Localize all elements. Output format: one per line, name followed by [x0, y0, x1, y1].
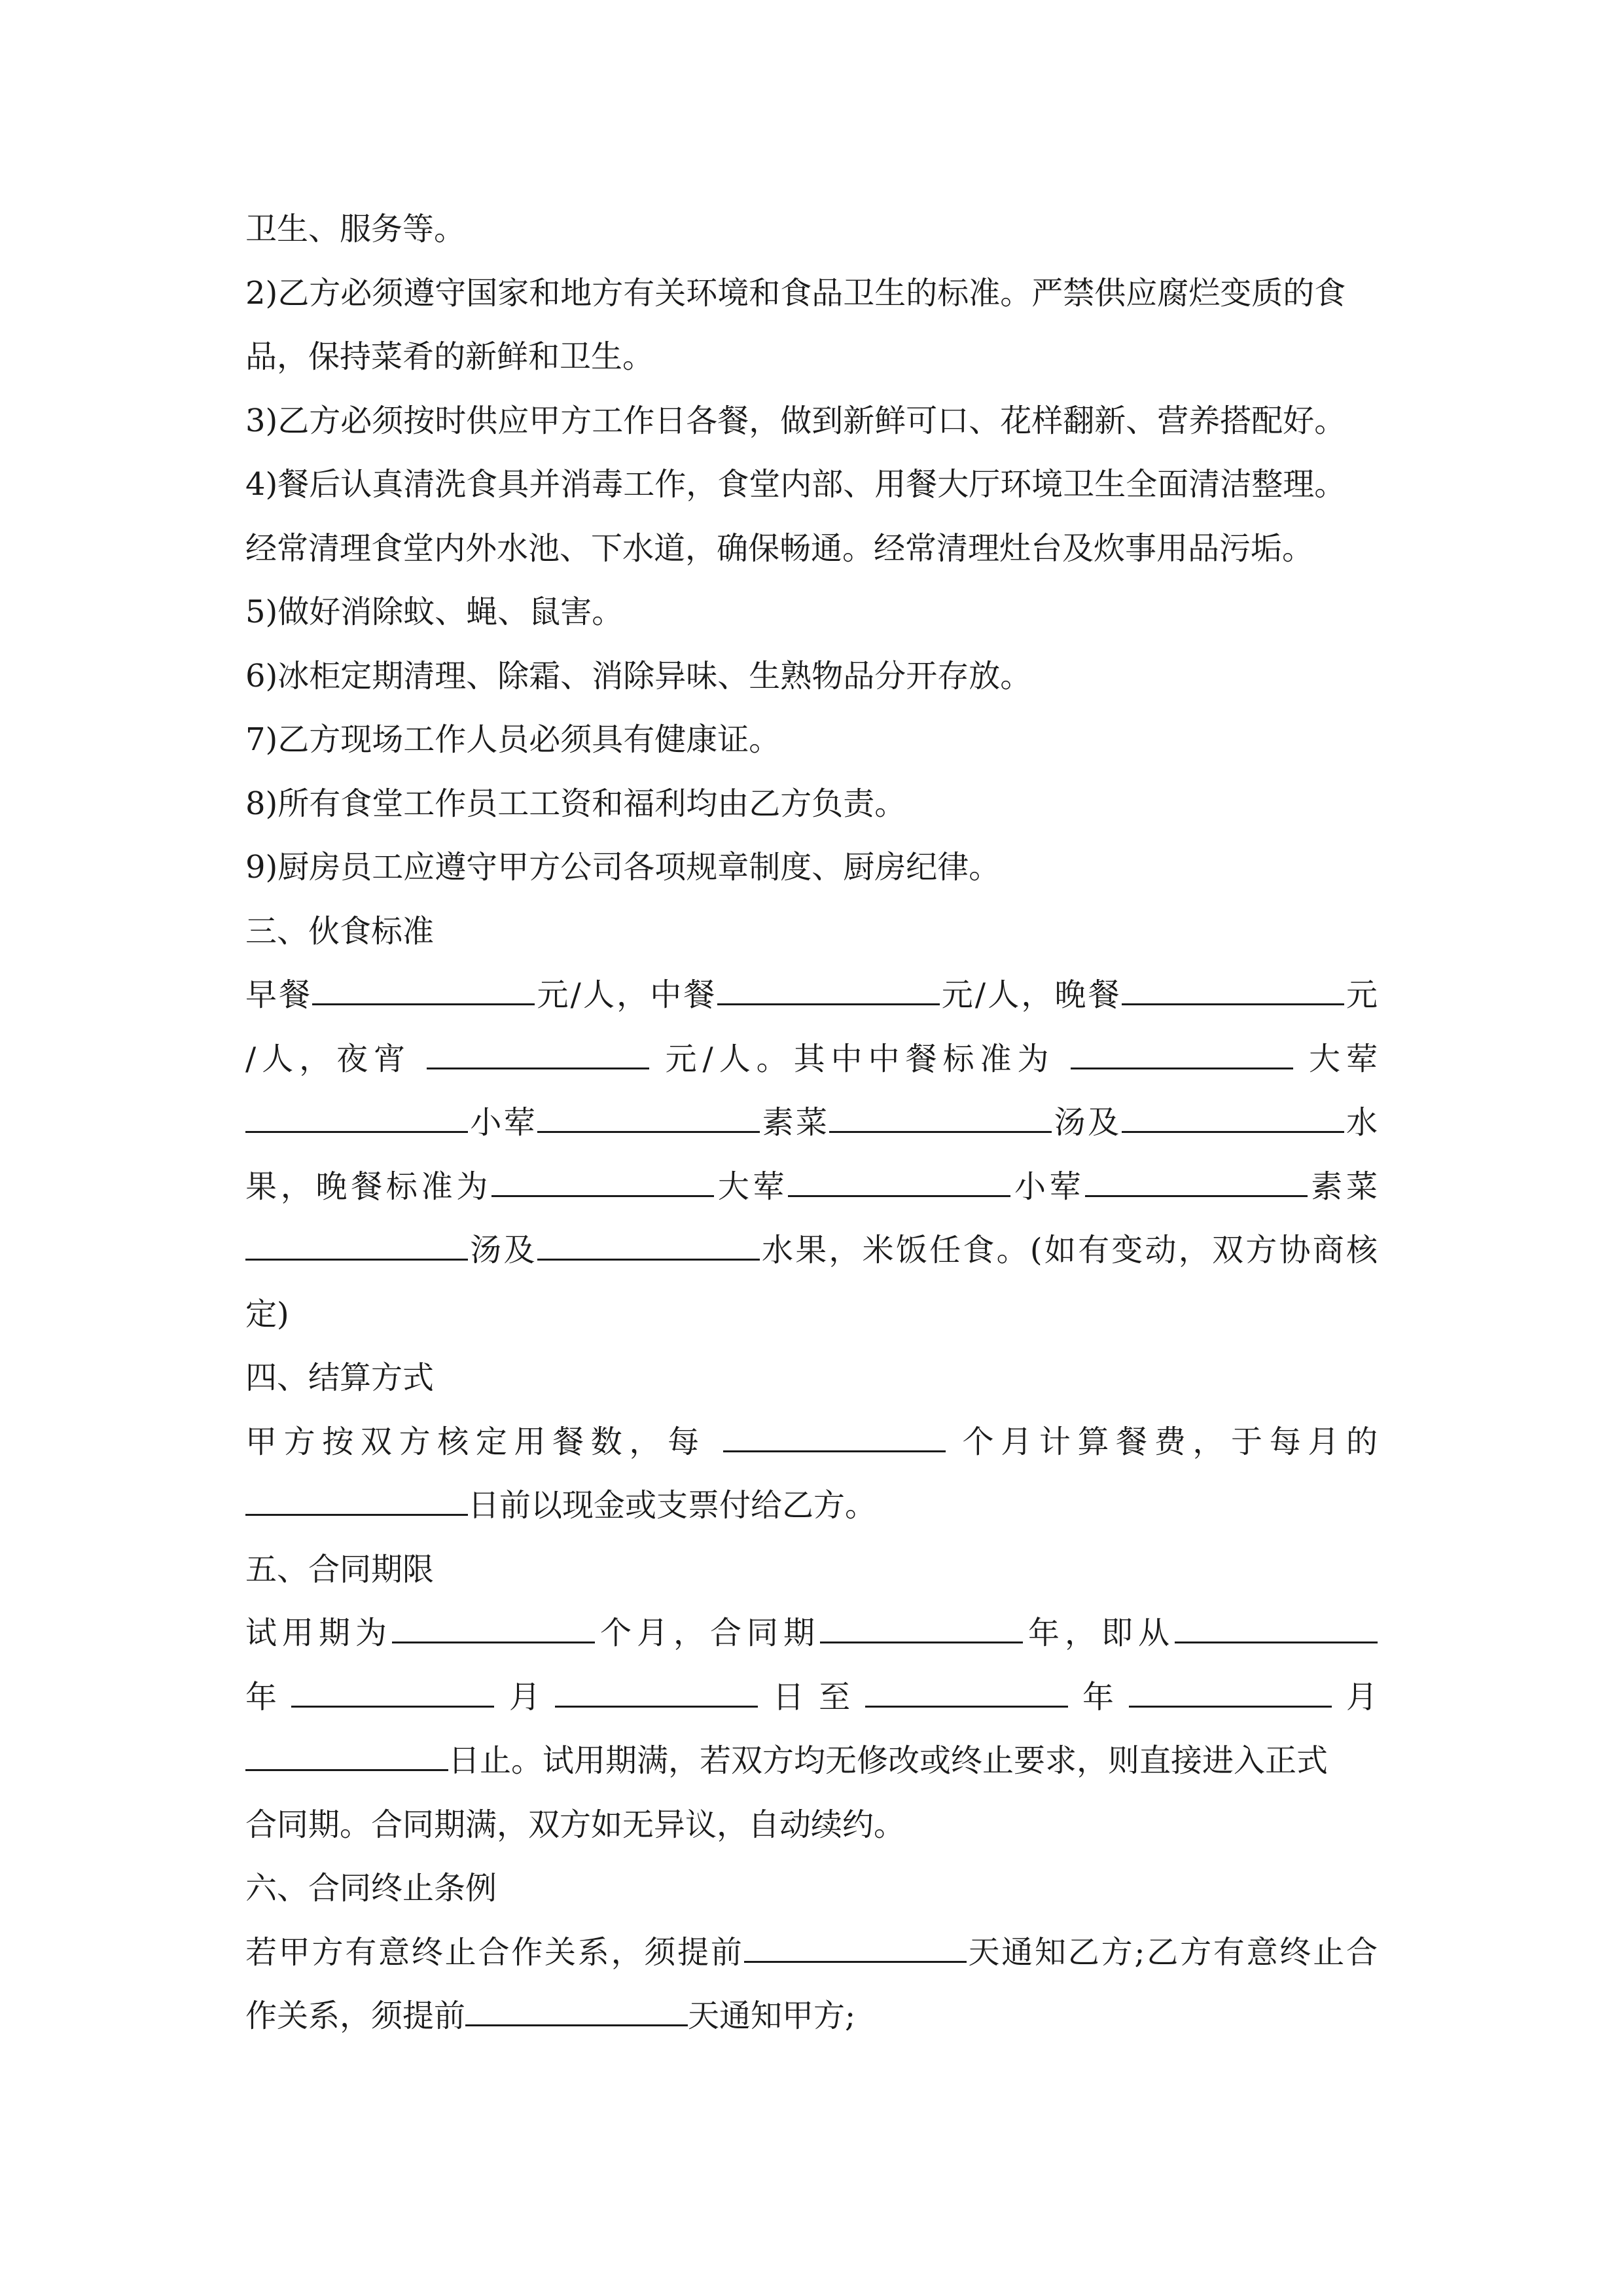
paragraph-line: 经常清理食堂内外水池、下水道，确保畅通。经常清理灶台及炊事用品污垢。 — [245, 529, 1314, 567]
blank-field[interactable] — [245, 1477, 468, 1516]
blank-field[interactable] — [788, 1158, 1010, 1197]
blank-field[interactable] — [392, 1605, 595, 1643]
label-small-meat: 小荤 — [468, 1104, 538, 1141]
blank-field[interactable] — [1071, 1031, 1293, 1069]
meal-price-line — [245, 963, 1378, 1028]
label-payment: 日前以现金或支票付给乙方。 — [468, 1487, 877, 1524]
blank-field[interactable] — [537, 1094, 760, 1133]
label-fruit-rice: 水果，米饭任食。(如有变动，双方协商核 — [759, 1232, 1378, 1268]
label-lunch: 元/人，中餐 — [535, 977, 717, 1013]
blank-field[interactable] — [829, 1094, 1052, 1133]
paragraph-line: 9)厨房员工应遵守甲方公司各项规章制度、厨房纪律。 — [245, 849, 1001, 886]
blank-field[interactable] — [820, 1605, 1023, 1643]
label-dinner-standard: 果，晚餐标准为 — [245, 1168, 492, 1205]
paragraph-line: 品，保持菜肴的新鲜和卫生。 — [245, 338, 654, 375]
label-contract-period: 个月，合同期 — [595, 1615, 820, 1651]
blank-field[interactable] — [717, 967, 940, 1005]
blank-field[interactable] — [491, 1158, 714, 1197]
label-shui: 水 — [1344, 1104, 1378, 1141]
dinner-dish-line — [245, 1155, 1378, 1219]
blank-field[interactable] — [1085, 1158, 1308, 1197]
label-supper: /人，夜宵 — [245, 1040, 412, 1077]
term-date-line — [245, 1666, 1378, 1730]
blank-field[interactable] — [465, 1988, 688, 2026]
termination-line — [245, 1921, 1378, 1985]
term-line — [245, 1602, 1378, 1666]
blank-field[interactable] — [245, 1222, 468, 1261]
paragraph-line: 2)乙方必须遵守国家和地方有关环境和食品卫生的标准。严禁供应腐烂变质的食 — [245, 274, 1346, 312]
settlement-payment-line — [245, 1474, 1378, 1538]
paragraph-line: 4)餐后认真清洗食具并消毒工作，食堂内部、用餐大厅环境卫生全面清洁整理。 — [245, 466, 1346, 503]
label-vegetable: 素菜 — [1307, 1168, 1378, 1205]
label-big-meat: 大荤 — [1309, 1040, 1378, 1077]
blank-field[interactable] — [1122, 967, 1344, 1005]
label-settlement-month: 个月计算餐费，于每月的 — [962, 1423, 1378, 1460]
label-years-from: 年，即从 — [1022, 1615, 1175, 1651]
label-soup: 汤及 — [468, 1232, 537, 1268]
paragraph-line: 8)所有食堂工作员工工资和福利均由乙方负责。 — [245, 785, 906, 822]
blank-field[interactable] — [865, 1669, 1068, 1708]
label-month: 月 — [494, 1678, 556, 1715]
blank-field[interactable] — [245, 1732, 448, 1771]
label-small-meat: 小荤 — [1010, 1168, 1085, 1205]
label-dinner: 元/人，晚餐 — [939, 977, 1122, 1013]
blank-field[interactable] — [427, 1031, 649, 1069]
supper-price-line — [245, 1028, 1378, 1092]
settlement-line — [245, 1410, 1378, 1475]
blank-field[interactable] — [291, 1669, 494, 1708]
label-day-to: 日至 — [758, 1678, 865, 1715]
label-month: 月 — [1331, 1678, 1378, 1715]
blank-field[interactable] — [312, 967, 535, 1005]
section-heading-meal-standard: 三、伙食标准 — [245, 912, 435, 950]
label-yuan: 元 — [1344, 977, 1378, 1013]
blank-field[interactable] — [1175, 1605, 1378, 1643]
paragraph-line: 7)乙方现场工作人员必须具有健康证。 — [245, 721, 781, 758]
label-year: 年 — [1067, 1678, 1129, 1715]
blank-field[interactable] — [1129, 1669, 1332, 1708]
label-settlement-count: 甲方按双方核定用餐数，每 — [245, 1423, 706, 1460]
section-heading-term: 五、合同期限 — [245, 1551, 435, 1588]
lunch-dish-line — [245, 1091, 1378, 1155]
term-end-line — [245, 1729, 1378, 1793]
label-big-meat: 大荤 — [714, 1168, 789, 1205]
paragraph-line: 定) — [245, 1295, 289, 1333]
section-heading-termination: 六、合同终止条例 — [245, 1870, 497, 1907]
label-soup: 汤及 — [1052, 1104, 1122, 1141]
label-day-end: 日止。试用期满，若双方均无修改或终止要求，则直接进入正式 — [448, 1742, 1329, 1779]
blank-field[interactable] — [1122, 1094, 1344, 1133]
label-breakfast: 早餐 — [245, 977, 313, 1013]
label-year: 年 — [245, 1678, 292, 1715]
paragraph-line: 合同期。合同期满，双方如无异议，自动续约。 — [245, 1806, 906, 1843]
blank-field[interactable] — [744, 1924, 967, 1963]
blank-field[interactable] — [723, 1414, 946, 1452]
section-heading-settlement: 四、结算方式 — [245, 1359, 435, 1396]
label-notify-party-a: 天通知甲方; — [688, 1998, 856, 2034]
paragraph-line: 5)做好消除蚊、蝇、鼠害。 — [245, 594, 624, 630]
blank-field[interactable] — [555, 1669, 758, 1708]
paragraph-line: 3)乙方必须按时供应甲方工作日各餐，做到新鲜可口、花样翻新、营养搭配好。 — [245, 402, 1346, 439]
paragraph-line: 卫生、服务等。 — [245, 211, 466, 247]
label-lunch-standard: 元/人。其中中餐标准为 — [665, 1040, 1055, 1077]
label-party-a-terminate: 若甲方有意终止合作关系，须提前 — [245, 1933, 744, 1971]
termination-line-2 — [245, 1984, 1378, 2049]
label-vegetable: 素菜 — [760, 1104, 830, 1141]
label-notify-party-b: 天通知乙方;乙方有意终止合 — [966, 1933, 1378, 1971]
label-party-b-terminate: 作关系，须提前 — [245, 1998, 466, 2034]
dinner-soup-line — [245, 1219, 1378, 1283]
paragraph-line: 6)冰柜定期清理、除霜、消除异味、生熟物品分开存放。 — [245, 657, 1032, 694]
blank-field[interactable] — [245, 1094, 468, 1133]
document-page — [245, 198, 1378, 2049]
label-trial: 试用期为 — [245, 1615, 392, 1651]
blank-field[interactable] — [537, 1222, 760, 1261]
